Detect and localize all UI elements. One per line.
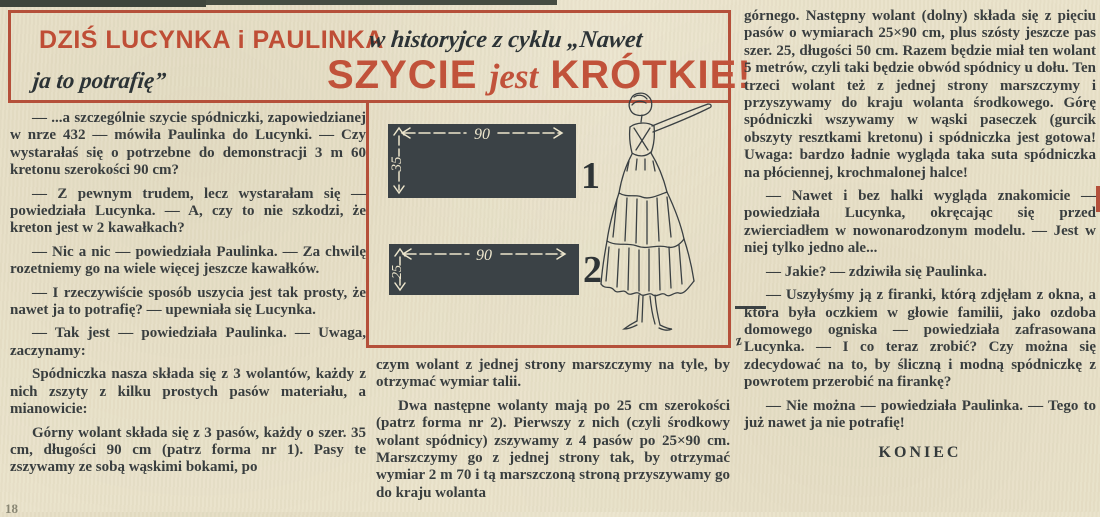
paragraph: — Jakie? — zdziwiła się Paulinka. (766, 263, 987, 280)
masthead-box (8, 10, 752, 103)
masthead-series-line2: ja to potrafię” (31, 68, 168, 93)
paragraph: — Nie można — powiedziała Paulinka. — Tego to już nawet ja nie potrafię! (744, 397, 1096, 431)
page-number: 18 (5, 501, 18, 516)
ending-label: KONIEC (878, 444, 962, 462)
paragraph: górnego. Następny wolant (dolny) składa się z pięciu pasów o wymiarach 25×90 cm, plus szósty jeszcze pas szer. 25, długości 50 cm. Razem będzie miał ten wolant 5 metrów, czyli taki będzie obwód spódnicy u dołu. Ten trzeci wolant też z jednej strony marszczymy i przyszywamy do kraju wolanta środkowego. Górę spódniczki wszywamy w wąski paseczek (gurcik obszyty resztkami kretonu) i spódniczka jest gotowa! Uwaga: bardzo ładnie wygląda taka suta spódniczka na płóciennej, krochmalonej halce! (744, 8, 1096, 181)
form1-height-label: 35 (389, 156, 405, 172)
paragraph: — Nic a nic — powiedziała Paulinka. — Za chwilę rozetniemy go na wiele więcej jeszcze kawałków. (10, 243, 366, 278)
paragraph: Dwa następne wolanty mają po 25 cm szerokości (patrz forma nr 2). Pierwszy z nich (czyli środkowy wolant spódnicy) zszywamy z 4 pasów po 25×90 cm. Marszczymy go z jednej strony tak, by otrzymać wymiar 2 m 70 i tą marszczoną stroną przyszywamy go do kraju wolanta (376, 397, 730, 501)
title-word-krotkie: KRÓTKIE! (550, 53, 752, 97)
paragraph: — Z pewnym trudem, lecz wystarałam się — powiedziała Lucynka. — A, czy to nie szkodzi, że kreton jest w 2 kawałkach? (10, 185, 366, 237)
form1-width-label: 90 (474, 126, 490, 143)
woman-sketch-illustration (597, 91, 719, 343)
form2-width-label: 90 (476, 247, 492, 264)
title-word-szycie: SZYCIE (327, 53, 478, 97)
pattern-form-2 (389, 244, 579, 295)
paragraph: — ...a szczególnie szycie spódniczki, zapowiedzianej w nrze 432 — mówiła Paulinka do Lucynki. — Czy wystarałaś się o potrzebne do demonstracji 3 m 60 kretonu szerokości 90 cm? (10, 110, 366, 179)
paragraph: czym wolant z jednej strony marszczymy na tyle, by otrzymać wymiar talii. (376, 357, 730, 391)
pattern-diagram-box (366, 100, 731, 348)
paragraph: Spódniczka nasza składa się z 3 wolantów, każdy z nich zszyty z kilku prostych pasów materiału, a mianowicie: (10, 366, 366, 418)
paragraph: — I rzeczywiście sposób uszycia jest tak prosty, że nawet ja to potrafię? — upewniała się Lucynka. (10, 284, 366, 319)
dimension-arrows-form1 (388, 124, 576, 198)
paragraph: — Tak jest — powiedziała Paulinka. — Uwaga, zaczynamy: (10, 325, 366, 359)
form2-height-label: 25 (390, 265, 405, 279)
column-middle (376, 357, 730, 508)
form1-number: 1 (581, 155, 600, 197)
masthead-kicker: DZIŚ LUCYNKA i PAULINKA (39, 26, 384, 54)
title-word-jest: jest (489, 57, 539, 96)
form2-number: 2 (583, 249, 602, 291)
right-edge-red-mark (1096, 186, 1100, 212)
dimension-arrows-form2 (389, 244, 579, 295)
pen-correction-mark: z (734, 332, 744, 350)
masthead-series-line1: w historyjce z cyklu „Nawet (367, 27, 644, 53)
column-left (10, 110, 366, 483)
paragraph: — Uszyłyśmy ją z firanki, którą zdjęłam z okna, a która była oczkiem w głowie familii, jako ozdoba domowego ogniska — powiedziała zafrasowana Lucynka. — I co teraz zrobić? Czy można się zdecydować na to, by śliczną i modną spódniczkę z powrotem przerobić na firankę? (744, 287, 1096, 391)
paragraph: Górny wolant składa się z 3 pasów, każdy o szer. 35 cm, długości 90 cm (patrz forma nr 1). Pasy te zszywamy ze sobą wąskimi bokami, po (10, 424, 366, 476)
column-right (744, 8, 1096, 462)
paragraph: — Nawet i bez halki wygląda znakomicie — powiedziała Lucynka, okręcając się przed zwierciadłem w nowonarodzonym modelu. — Jest w niej tylko jedno ale... (744, 188, 1096, 257)
adjacent-page-edge-bar-thick (0, 0, 206, 7)
pattern-form-1 (388, 124, 576, 198)
